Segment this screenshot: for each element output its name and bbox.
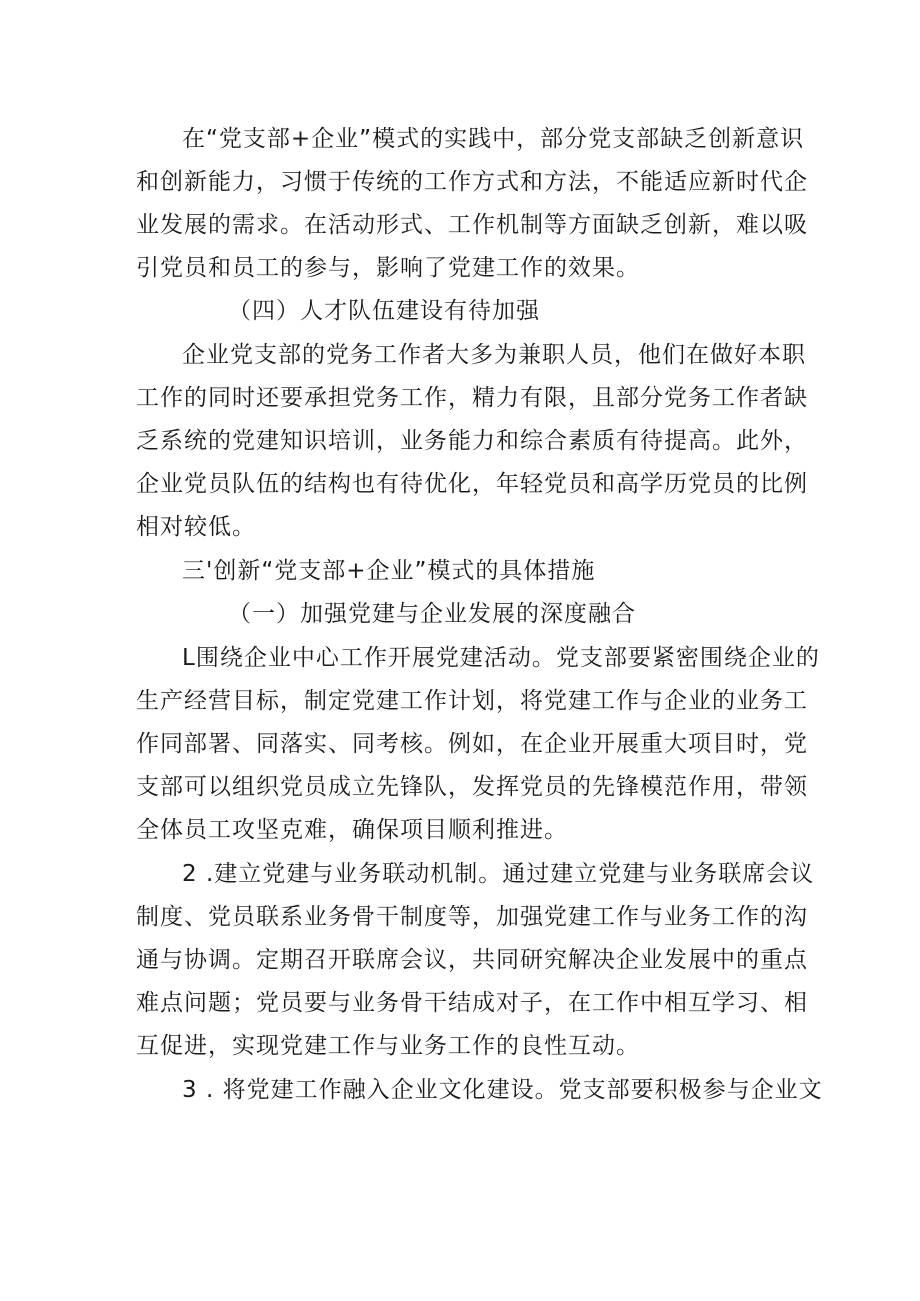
paragraph-line: 2 .建立党建与业务联动机制。通过建立党建与业务联席会议 <box>182 861 815 887</box>
section-heading: （四）人才队伍建设有待加强 <box>228 298 540 324</box>
paragraph-line: 作同部署、同落实、同考核。例如，在企业开展重大项目时，党 <box>136 731 808 757</box>
paragraph-line: 和创新能力，习惯于传统的工作方式和方法，不能适应新时代企 <box>136 169 808 195</box>
paragraph-line: 3 . 将党建工作融入企业文化建设。党支部要积极参与企业文 <box>182 1077 823 1103</box>
paragraph-line: 支部可以组织党员成立先锋队，发挥党员的先锋模范作用，带领 <box>136 774 808 800</box>
paragraph-line: 企业党支部的党务工作者大多为兼职人员，他们在做好本职 <box>182 342 806 368</box>
paragraph-line: 互促进，实现党建工作与业务工作的良性互动。 <box>136 1033 640 1059</box>
paragraph-line: 生产经营目标，制定党建工作计划，将党建工作与企业的业务工 <box>136 688 808 714</box>
section-heading: 三'创新“党支部+企业”模式的具体措施 <box>182 558 596 584</box>
paragraph-line: 难点问题；党员要与业务骨干结成对子，在工作中相互学习、相 <box>136 990 808 1016</box>
paragraph-line: 全体员工攻坚克难，确保项目顺利推进。 <box>136 817 568 843</box>
paragraph-line: 业发展的需求。在活动形式、工作机制等方面缺乏创新，难以吸 <box>136 212 808 238</box>
paragraph-line: 企业党员队伍的结构也有待优化，年轻党员和高学历党员的比例 <box>136 471 808 497</box>
paragraph-line: 工作的同时还要承担党务工作，精力有限，且部分党务工作者缺 <box>136 385 808 411</box>
paragraph-line: 引党员和员工的参与，影响了党建工作的效果。 <box>136 255 640 281</box>
paragraph-line: 乏系统的党建知识培训，业务能力和综合素质有待提高。此外， <box>136 428 808 454</box>
subsection-heading: （一）加强党建与企业发展的深度融合 <box>228 601 636 627</box>
paragraph-line: 通与协调。定期召开联席会议，共同研究解决企业发展中的重点 <box>136 947 808 973</box>
paragraph-line: 相对较低。 <box>136 514 256 540</box>
paragraph-line: 在“党支部+企业”模式的实践中，部分党支部缺乏创新意识 <box>182 126 805 152</box>
paragraph-line: L围绕企业中心工作开展党建活动。党支部要紧密围绕企业的 <box>182 645 820 671</box>
paragraph-line: 制度、党员联系业务骨干制度等，加强党建工作与业务工作的沟 <box>136 904 808 930</box>
